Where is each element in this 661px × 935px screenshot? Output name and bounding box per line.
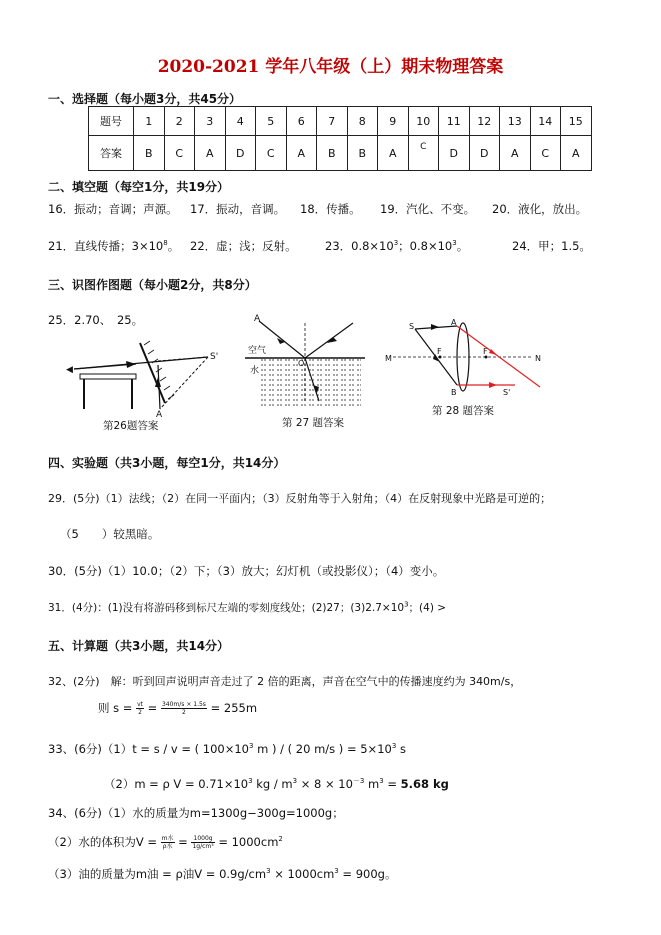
page-title: 2020-2021 学年八年级（上）期末物理答案 — [157, 57, 504, 77]
q32-fraction-2 — [161, 701, 207, 716]
section-fill-heading: 二、填空题（每空1分，共19分） — [48, 180, 230, 194]
table-cell: 6 — [286, 107, 317, 136]
fig28-label-s-image: S' — [503, 388, 511, 397]
q34-part3-text-2: × 1000cm — [270, 867, 335, 881]
answer-q19: 19．汽化、不变。 — [380, 202, 476, 216]
answer-q16: 16．振动；音调；声源。 — [48, 202, 178, 216]
fraction-numerator: 340m/s × 1.5s — [161, 701, 206, 708]
table-cell: B — [347, 136, 378, 171]
table-cell: 9 — [378, 107, 409, 136]
q34-fraction-2 — [191, 835, 214, 850]
fraction-denominator: 2 — [182, 709, 186, 716]
q33-exponent-2: 3 — [391, 742, 397, 751]
table-cell: A — [500, 136, 531, 171]
answer-q22: 22．虚；浅；反射。 — [190, 239, 297, 253]
table-cell: 2 — [164, 107, 195, 136]
table-cell: C — [408, 136, 439, 171]
caption-fig27: 第 27 题答案 — [282, 417, 345, 429]
exponent: －3 — [352, 777, 365, 786]
fig27-label-air: 空气 — [248, 346, 267, 356]
equals-sign: = — [178, 835, 188, 849]
section-experiment-heading: 四、实验题（共3小题，每空1分，共14分） — [48, 456, 286, 470]
fraction-numerator: vt — [137, 701, 144, 708]
table-cell: A — [378, 136, 409, 171]
q33-part2-text-4: m — [364, 777, 380, 791]
table-row-answers — [89, 136, 592, 171]
table-cell: 10 — [408, 107, 439, 136]
q23-end: 。 — [456, 239, 469, 253]
table-cell: 4 — [225, 107, 256, 136]
answer-q29-cont: （5 ）较黑暗。 — [60, 527, 160, 541]
q34-text: （2）水的体积为V = — [48, 835, 157, 849]
q33-part2-text-2: kg / m — [252, 777, 293, 791]
exponent: 3 — [292, 777, 298, 786]
answer-q34-part1: 34、(6分)（1）水的质量为m=1300g−300g=1000g； — [48, 806, 344, 820]
table-cell: 1 — [134, 107, 165, 136]
exponent: 3 — [266, 867, 271, 876]
fraction-numerator: 1000g — [191, 835, 214, 843]
answer-q18: 18．传播。 — [300, 202, 361, 216]
q33-part2-text-3: × 8 × 10 — [297, 777, 353, 791]
table-cell: C — [530, 136, 561, 171]
exponent: 2 — [278, 835, 283, 844]
table-cell: A — [286, 136, 317, 171]
fraction-denominator: ρ水 — [162, 843, 173, 850]
table-cell: 12 — [469, 107, 500, 136]
table-cell: D — [225, 136, 256, 171]
q23-exponent: 3 — [393, 239, 399, 248]
table-cell: 7 — [317, 107, 348, 136]
fig27-label-water: 水 — [250, 366, 260, 376]
table-cell: 14 — [530, 107, 561, 136]
equals-sign: = — [383, 777, 401, 791]
table-cell: 3 — [195, 107, 226, 136]
caption-fig26: 第26题答案 — [103, 420, 159, 432]
answer-q31 — [48, 600, 446, 615]
table-cell: A — [561, 136, 592, 171]
q34-result: = 1000cm — [218, 835, 279, 849]
q31-end: ；(4) > — [408, 602, 447, 614]
figure-27 — [245, 313, 365, 413]
q32-result: = 255m — [210, 701, 258, 715]
fraction-denominator: 2 — [138, 709, 142, 716]
answer-q30: 30．(5分)（1）10.0；（2）下；（3）放大；幻灯机（或投影仪）；（4）变小。 — [48, 564, 445, 578]
answer-q23 — [325, 238, 468, 254]
figure-28 — [385, 315, 545, 405]
fig27-label-o: O — [298, 359, 305, 368]
fig28-label-f-right: F — [483, 347, 488, 356]
q34-part3-result: = 900g。 — [338, 867, 397, 881]
table-cell: B — [317, 136, 348, 171]
q21-exponent: 8 — [163, 239, 168, 248]
q34-fraction-1 — [161, 835, 175, 850]
q33-part2-text: （2）m = ρ V = 0.71×10 — [104, 777, 249, 791]
equals-sign: = — [147, 701, 158, 715]
answer-q20: 20．液化，放出。 — [492, 202, 588, 216]
fig28-label-m: M — [385, 354, 392, 363]
answer-q17: 17．振动，音调。 — [190, 202, 286, 216]
answer-q34-part3 — [48, 866, 396, 882]
answer-q21 — [48, 238, 179, 254]
exponent: 3 — [248, 777, 253, 786]
answer-q34-part2 — [48, 834, 283, 850]
q31-text: 31．(4分)：(1)没有将游码移到标尺左端的零刻度线处；(2)27；(3)2.7×10 — [48, 602, 405, 614]
q33-text-2: m ) / ( 20 m/s ) = 5×10 — [253, 742, 392, 756]
table-cell: 5 — [256, 107, 287, 136]
q23-exponent-2: 3 — [452, 239, 457, 248]
table-cell: C — [164, 136, 195, 171]
exponent: 3 — [379, 777, 384, 786]
q23-text: 23．0.8×10 — [325, 239, 394, 253]
table-row-numbers — [89, 107, 592, 136]
fig27-label-a: A — [254, 314, 261, 324]
table-cell: 8 — [347, 107, 378, 136]
answer-q32-formula — [98, 700, 257, 716]
table-cell: D — [439, 136, 470, 171]
fig28-label-b: B — [451, 388, 457, 397]
fig28-label-n: N — [535, 354, 541, 363]
table-cell: A — [195, 136, 226, 171]
fig26-label-a: A — [156, 410, 163, 420]
q31-exponent: 3 — [404, 600, 409, 609]
q33-unit: s — [396, 742, 406, 756]
fig28-label-f-left: F — [437, 347, 442, 356]
q33-result: 5.68 kg — [400, 777, 449, 791]
table-cell: 11 — [439, 107, 470, 136]
answer-q32: 32、(2分) 解：听到回声说明声音走过了 2 倍的距离，声音在空气中的传播速度约为 340m/s， — [48, 675, 522, 688]
caption-fig28: 第 28 题答案 — [432, 405, 495, 417]
fig28-label-s: S — [409, 322, 415, 331]
fraction-numerator: m水 — [161, 835, 174, 842]
answer-q24: 24．甲；1.5。 — [512, 239, 591, 253]
q34-part3-text: （3）油的质量为m油 = ρ油V = 0.9g/cm — [48, 867, 267, 881]
q21-text: 21．直线传播；3×10 — [48, 239, 164, 253]
row-label-number: 题号 — [89, 107, 134, 136]
answer-q33-part2 — [104, 776, 449, 792]
table-cell: C — [256, 136, 287, 171]
section-calc-heading: 五、计算题（共3小题，共14分） — [48, 639, 230, 653]
q33-exponent: 3 — [249, 742, 254, 751]
row-label-answer: 答案 — [89, 136, 134, 171]
answer-q33-part1 — [48, 741, 406, 757]
fig28-label-a: A — [451, 318, 457, 327]
table-cell: 13 — [500, 107, 531, 136]
figure-26 — [60, 325, 230, 423]
q32-formula-lhs: 则 s = — [98, 701, 133, 715]
table-cell: D — [469, 136, 500, 171]
answer-table — [88, 106, 592, 171]
svg-text:◀: ◀ — [66, 365, 73, 375]
q33-text: 33、(6分)（1）t = s / v = ( 100×10 — [48, 742, 249, 756]
answer-q25: 25．2.70、 25。 — [48, 313, 144, 327]
section-choice-heading: 一、选择题（每小题3分，共45分） — [48, 92, 242, 106]
answer-q29: 29．(5分)（1）法线；（2）在同一平面内；（3）反射角等于入射角；（4）在反射现象中光路是可逆的； — [48, 492, 552, 505]
q32-fraction-1 — [136, 701, 144, 716]
fig26-label-s: S' — [210, 352, 219, 362]
q23-text-2: ；0.8×10 — [398, 239, 453, 253]
fraction-denominator: 1g/cm³ — [192, 843, 214, 850]
table-cell: B — [134, 136, 165, 171]
section-diagram-heading: 三、识图作图题（每小题2分，共8分） — [48, 278, 257, 292]
q21-end: 。 — [167, 239, 180, 253]
table-cell: 15 — [561, 107, 592, 136]
exponent: 3 — [334, 867, 339, 876]
